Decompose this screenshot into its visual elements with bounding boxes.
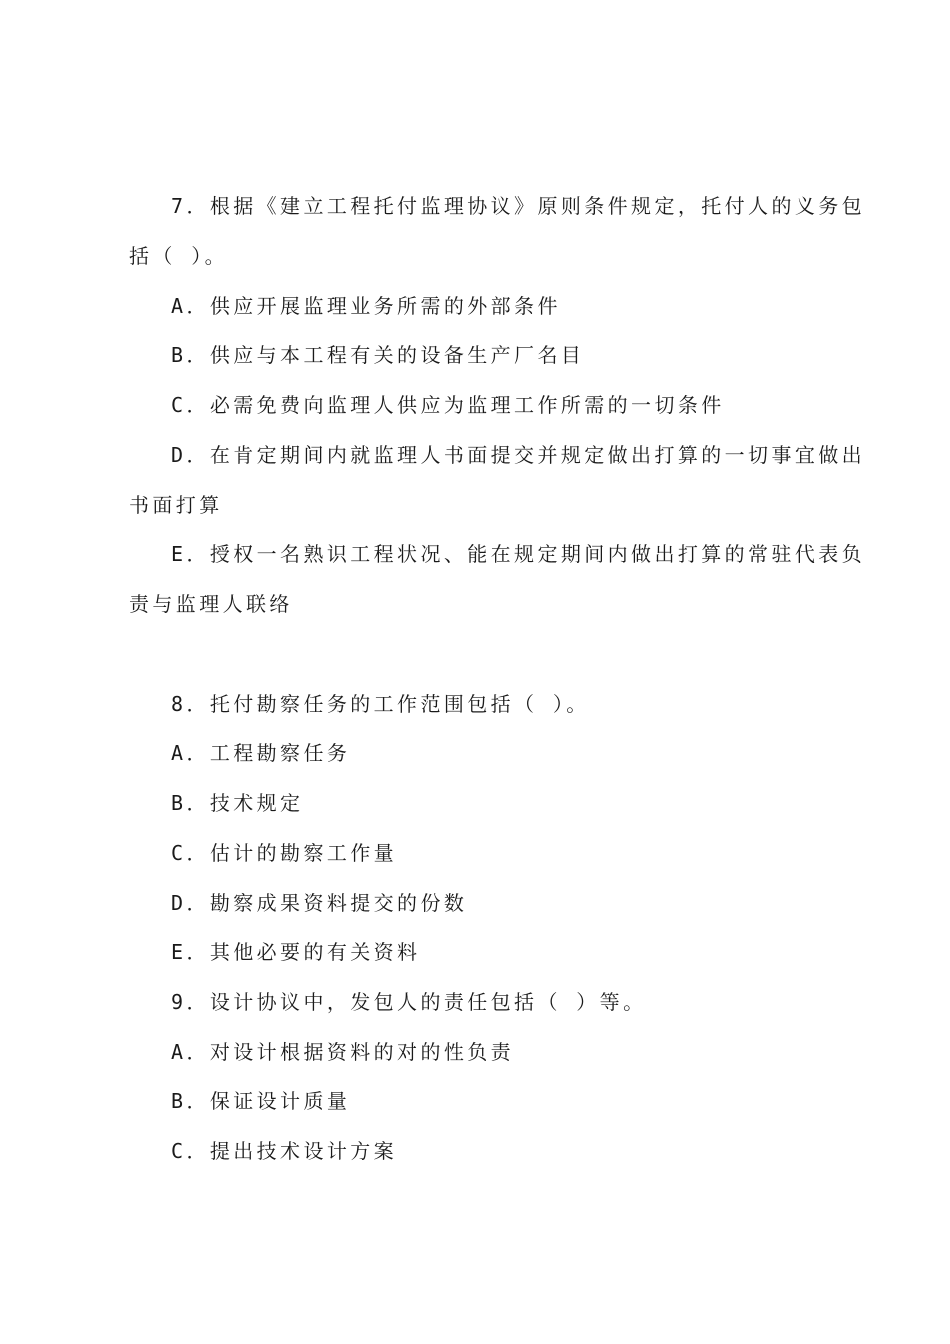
question-7-option-d-continued: 书面打算: [129, 493, 223, 517]
question-8-option-d: D．勘察成果资料提交的份数: [171, 891, 468, 915]
question-9-option-c: C．提出技术设计方案: [171, 1139, 398, 1163]
question-7-option-a: A．供应开展监理业务所需的外部条件: [171, 294, 561, 318]
question-8-option-c: C．估计的勘察工作量: [171, 841, 398, 865]
question-8-option-b: B．技术规定: [171, 791, 304, 815]
question-9-option-a: A．对设计根据资料的对的性负责: [171, 1040, 515, 1064]
question-8-stem: 8．托付勘察任务的工作范围包括（ ）。: [171, 692, 590, 716]
question-7-option-e: E．授权一名熟识工程状况、能在规定期间内做出打算的常驻代表负: [171, 542, 866, 566]
question-7-option-c: C．必需免费向监理人供应为监理工作所需的一切条件: [171, 393, 725, 417]
question-7-stem: 7．根据《建立工程托付监理协议》原则条件规定，托付人的义务包: [171, 194, 866, 218]
question-7-option-e-continued: 责与监理人联络: [129, 592, 293, 616]
question-7-option-d: D．在肯定期间内就监理人书面提交并规定做出打算的一切事宜做出: [171, 443, 866, 467]
question-8-option-e: E．其他必要的有关资料: [171, 940, 421, 964]
question-9-option-b: B．保证设计质量: [171, 1089, 351, 1113]
question-7-stem-continued: 括（ ）。: [129, 244, 229, 268]
question-7-option-b: B．供应与本工程有关的设备生产厂名目: [171, 343, 585, 367]
question-8-option-a: A．工程勘察任务: [171, 741, 351, 765]
question-9-stem: 9．设计协议中，发包人的责任包括（ ）等。: [171, 990, 647, 1014]
